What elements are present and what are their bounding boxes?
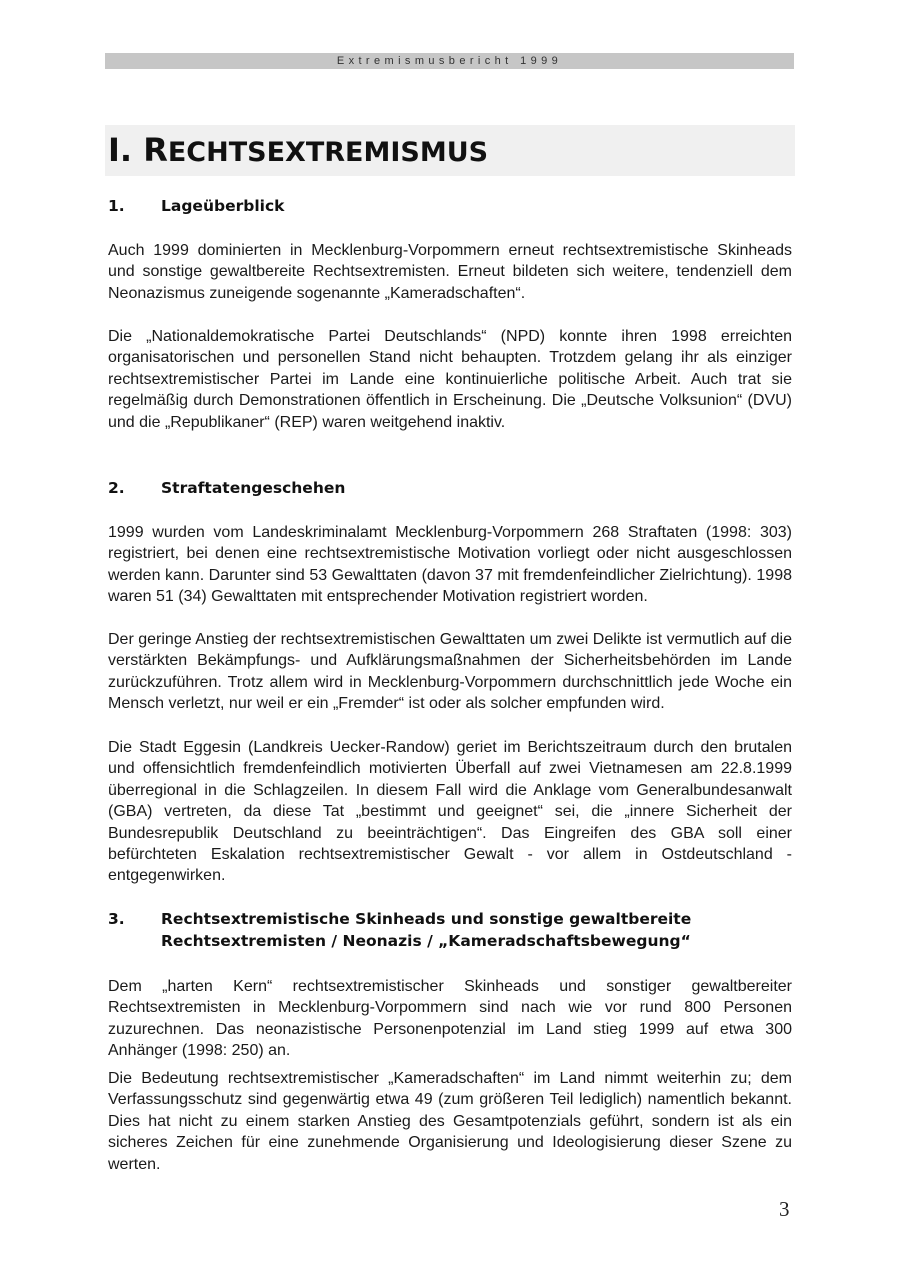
paragraph: Auch 1999 dominierten in Mecklenburg-Vorpommern erneut rechtsextremistische Skinheads und sonstige gewaltbereite Rechtsextremisten. Erneut bildeten sich weitere, tendenziell dem Neonazismus zuneigende sogenannte „Kameradschaften“. [108,242,792,302]
section-title-line2: Rechtsextremisten / Neonazis / „Kameradschaftsbewegung“ [161,932,691,950]
chapter-title [105,125,795,176]
section-title-line1: Rechtsextremistische Skinheads und sonstige gewaltbereite [161,910,692,928]
section-title: Lageüberblick [161,197,285,215]
section-number: 2. [108,479,125,497]
paragraph: Die „Nationaldemokratische Partei Deutschlands“ (NPD) konnte ihren 1998 erreichten organisatorischen und personellen Stand nicht behaupten. Trotzdem gelang ihr als einziger rechtsextremistischer Partei im Lande eine kontinuierliche politische Arbeit. Auch trat sie regelmäßig durch Demonstrationen öffentlich in Erscheinung. Die „Deutsche Volksunion“ (DVU) und die „Republikaner“ (REP) waren weitgehend inaktiv. [108,328,792,431]
page-number: 3 [779,1197,790,1221]
chapter-title-rest: ECHTSEXTREMISMUS [167,137,489,168]
section-heading-3 [108,908,798,952]
chapter-numeral: I. [108,131,133,169]
running-header: Extremismusbericht 1999 [105,53,794,69]
paragraph: Die Bedeutung rechtsextremistischer „Kameradschaften“ im Land nimmt weiterhin zu; dem Verfassungsschutz sind gegenwärtig etwa 49 (zum größeren Teil lediglich) namentlich bekannt. Dies hat nicht zu einem starken Anstieg des Gesamtpotenzials geführt, sondern ist als ein sicheres Zeichen für eine zunehmende Organisierung und Ideologisierung dieser Szene zu werten. [108,1070,792,1173]
paragraph: Dem „harten Kern“ rechtsextremistischer Skinheads und sonstiger gewaltbereiter Rechtsextremisten in Mecklenburg-Vorpommern sind nach wie vor rund 800 Personen zuzurechnen. Das neonazistische Personenpotenzial im Land stieg 1999 auf etwa 300 Anhänger (1998: 250) an. [108,978,792,1060]
paragraph: Die Stadt Eggesin (Landkreis Uecker-Randow) geriet im Berichtszeitraum durch den brutalen und offensichtlich fremdenfeindlich motivierten Überfall auf zwei Vietnamesen am 22.8.1999 überregional in die Schlagzeilen. In diesem Fall wird die Anklage vom Generalbundesanwalt (GBA) vertreten, da diese Tat „bestimmt und geeignet“ sei, die „innere Sicherheit der Bundesrepublik Deutschland zu beeinträchtigen“. Das Eingreifen des GBA soll einer befürchteten Eskalation rechtsextremistischer Gewalt - vor allem in Ostdeutschland - entgegenwirken. [108,739,792,885]
section-number: 1. [108,197,125,215]
chapter-title-initial: R [143,131,168,169]
section-number: 3. [108,910,125,928]
paragraph: 1999 wurden vom Landeskriminalamt Mecklenburg-Vorpommern 268 Straftaten (1998: 303) registriert, bei denen eine rechtsextremistische Motivation vorliegt oder nicht ausgeschlossen werden kann. Darunter sind 53 Gewalttaten (davon 37 mit fremdenfeindlicher Zielrichtung). 1998 waren 51 (34) Gewalttaten mit entsprechender Motivation registriert worden. [108,524,792,606]
paragraph: Der geringe Anstieg der rechtsextremistischen Gewalttaten um zwei Delikte ist vermutlich auf die verstärkten Bekämpfungs- und Aufklärungsmaßnahmen der Sicherheitsbehörden im Lande zurückzuführen. Trotz allem wird in Mecklenburg-Vorpommern durchschnittlich jede Woche ein Mensch verletzt, nur weil er ein „Fremder“ ist oder als solcher empfunden wird. [108,631,792,713]
section-title: Straftatengeschehen [161,479,346,497]
